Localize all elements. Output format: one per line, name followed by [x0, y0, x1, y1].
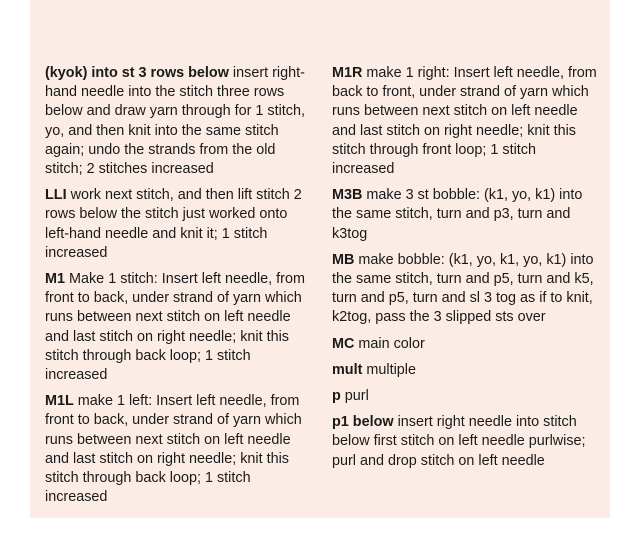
glossary-definition: multiple — [366, 361, 416, 378]
glossary-left-column — [45, 64, 313, 514]
glossary-definition: insert right needle into stitch below first stitch on left needle purlwise; purl and drop stitch on left needle — [332, 414, 586, 469]
glossary-definition: make bobble: (k1, yo, k1, yo, k1) into the same stitch, turn and p5, turn and k5, turn and p5, turn and sl 3 tog as if to knit, k2tog, pass the 3 slipped sts over — [332, 251, 594, 326]
glossary-right-column — [332, 64, 600, 478]
glossary-term: M1R — [332, 65, 363, 81]
glossary-term: p1 below — [332, 414, 394, 431]
glossary-definition: main color — [358, 335, 425, 352]
glossary-term: M1L — [45, 393, 74, 410]
glossary-definition: make 3 st bobble: (k1, yo, k1) into the same stitch, turn and p3, turn and k3tog — [332, 187, 583, 242]
glossary-term: MB — [332, 251, 355, 268]
glossary-definition: make 1 left: Insert left needle, from front to back, under strand of yarn which runs between next stitch on left needle and last stitch on right needle; knit this stitch through back loop; 1 stitch increased — [45, 393, 302, 506]
glossary-term: LLI — [45, 187, 67, 204]
glossary-entry-mb — [332, 251, 600, 328]
glossary-definition: work next stitch, and then lift stitch 2 rows below the stitch just worked onto left-hand needle and knit it; 1 stitch increased — [45, 187, 302, 261]
glossary-definition: make 1 right: Insert left needle, from back to front, under strand of yarn which runs between next stitch on left needle and last stitch on right needle; knit this stitch through front loop; 1 stitch increased — [332, 65, 597, 178]
glossary-term: (kyok) into st 3 rows below — [45, 65, 229, 81]
glossary-panel — [30, 0, 610, 518]
glossary-entry-p1-below — [332, 413, 600, 471]
glossary-term: p — [332, 388, 341, 405]
glossary-entry-mult — [332, 361, 600, 380]
glossary-definition: purl — [344, 388, 369, 405]
glossary-entry-kyok — [45, 64, 313, 179]
glossary-term: mult — [332, 361, 363, 378]
glossary-entry-lli — [45, 186, 313, 263]
glossary-entry-m1 — [45, 270, 313, 385]
glossary-definition: insert right-hand needle into the stitch three rows below and draw yarn through for 1 stitch, yo, and then knit into the same stitch again; undo the strands from the old stitch; 2 stitches increased — [45, 65, 305, 178]
glossary-entry-mc — [332, 335, 600, 354]
glossary-term: M3B — [332, 187, 363, 204]
glossary-definition: Make 1 stitch: Insert left needle, from front to back, under strand of yarn which runs between next stitch on left needle and last stitch on right needle; knit this stitch through back loop; 1 stitch increased — [45, 271, 305, 384]
glossary-entry-m1r — [332, 64, 600, 179]
glossary-entry-m3b — [332, 186, 600, 244]
glossary-entry-p — [332, 387, 600, 406]
glossary-entry-m1l — [45, 392, 313, 507]
glossary-term: MC — [332, 335, 355, 352]
glossary-term: M1 — [45, 271, 65, 288]
